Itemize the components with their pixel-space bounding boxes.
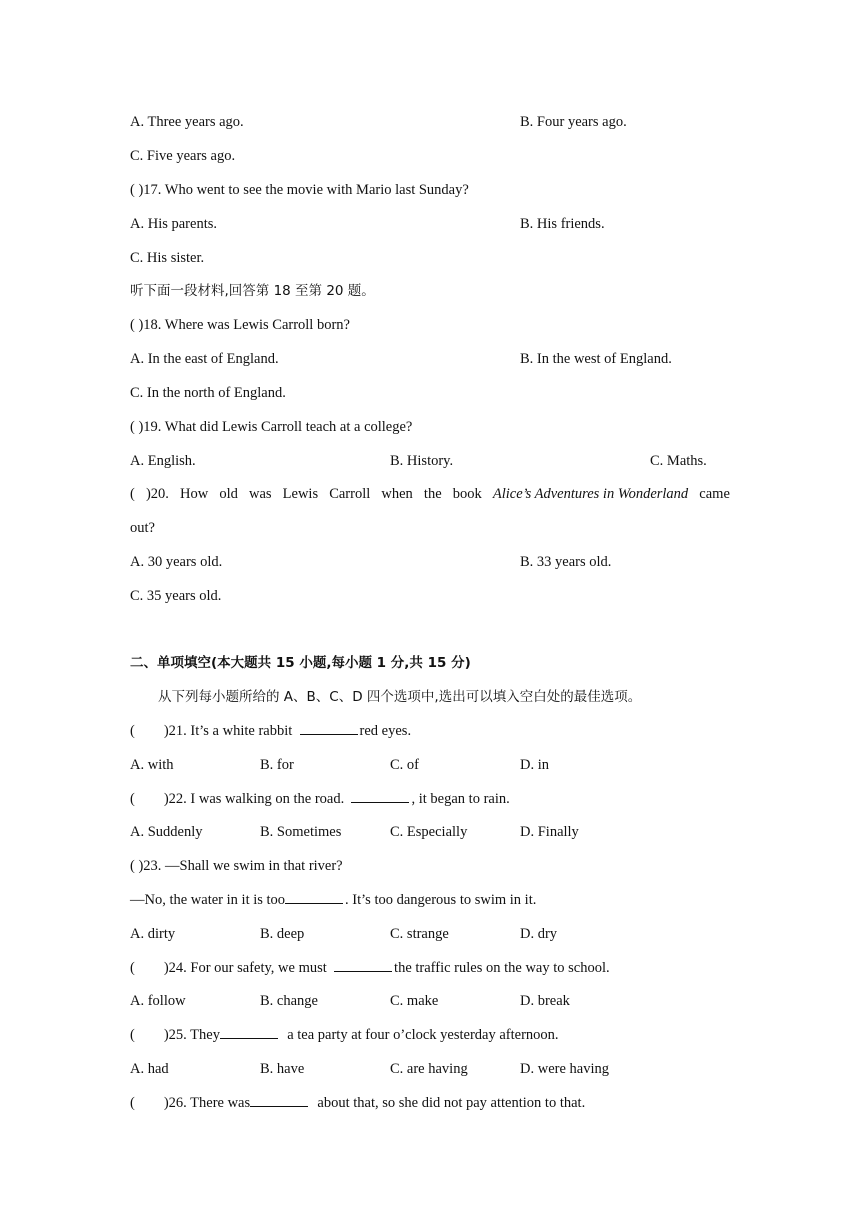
q24-stem-before: ( )24. For our safety, we must	[130, 960, 335, 976]
q21-option-b: B. for	[260, 757, 294, 773]
q19-stem: ( )19. What did Lewis Carroll teach at a college?	[130, 419, 413, 435]
q22-option-a: A. Suddenly	[130, 824, 203, 840]
q25-stem-before: ( )25. They	[130, 1027, 220, 1043]
q22-stem-after: , it began to rain.	[411, 791, 510, 807]
q22-option-c: C. Especially	[390, 824, 468, 840]
answer-blank	[351, 790, 409, 803]
q25-stem-after: a tea party at four o’clock yesterday afternoon.	[279, 1027, 559, 1043]
q26-stem-after: about that, so she did not pay attention to that.	[310, 1095, 586, 1111]
q23-reply	[130, 891, 536, 909]
q22-option-b: B. Sometimes	[260, 824, 342, 840]
part2-instruction: 从下列每小题所给的 A、B、C、D 四个选项中,选出可以填入空白处的最佳选项。	[158, 689, 642, 705]
q25-option-d: D. were having	[520, 1061, 609, 1077]
q21-option-d: D. in	[520, 757, 549, 773]
q18-option-a: A. In the east of England.	[130, 351, 279, 367]
q20-word: Lewis	[282, 486, 319, 502]
q20-stem-continued: out?	[130, 520, 155, 536]
q25-stem	[130, 1026, 559, 1044]
answer-blank	[300, 722, 358, 735]
q17-option-b: B. His friends.	[520, 216, 605, 232]
q21-stem	[130, 722, 411, 740]
q23-reply-before: —No, the water in it is too	[130, 892, 286, 908]
q21-stem-before: ( )21. It’s a white rabbit	[130, 723, 300, 739]
q19-option-b: B. History.	[390, 453, 454, 469]
q22-stem	[130, 790, 510, 808]
q25-option-a: A. had	[130, 1061, 169, 1077]
section-note-18-20: 听下面一段材料,回答第 18 至第 20 题。	[130, 283, 375, 299]
q23-option-d: D. dry	[520, 926, 558, 942]
q20-word: was	[248, 486, 272, 502]
q16-option-c: C. Five years ago.	[130, 148, 236, 164]
q20-word: came	[699, 486, 730, 502]
q17-option-c: C. His sister.	[130, 250, 205, 266]
q24-option-b: B. change	[260, 993, 318, 1009]
q20-book-title: Alice’s Adventures in Wonderland	[492, 486, 689, 502]
q20-option-b: B. 33 years old.	[520, 554, 612, 570]
q23-reply-after: . It’s too dangerous to swim in it.	[345, 892, 537, 908]
q22-option-d: D. Finally	[520, 824, 579, 840]
q17-option-a: A. His parents.	[130, 216, 217, 232]
q20-number: )20.	[145, 486, 169, 502]
q26-stem	[130, 1094, 585, 1112]
q26-stem-before: ( )26. There was	[130, 1095, 251, 1111]
q23-stem: ( )23. —Shall we swim in that river?	[130, 858, 343, 874]
q24-stem	[130, 959, 610, 977]
q16-option-a: A. Three years ago.	[130, 114, 244, 130]
q22-stem-before: ( )22. I was walking on the road.	[130, 791, 352, 807]
q17-stem: ( )17. Who went to see the movie with Mario last Sunday?	[130, 182, 469, 198]
q23-option-a: A. dirty	[130, 926, 176, 942]
q20-word: when	[381, 486, 413, 502]
q25-option-c: C. are having	[390, 1061, 468, 1077]
q24-stem-after: the traffic rules on the way to school.	[394, 960, 610, 976]
part2-heading: 二、单项填空(本大题共 15 小题,每小题 1 分,共 15 分)	[130, 655, 471, 671]
q18-option-c: C. In the north of England.	[130, 385, 286, 401]
q20-word: the	[423, 486, 442, 502]
q21-option-a: A. with	[130, 757, 174, 773]
q20-word: How	[180, 486, 209, 502]
q24-option-d: D. break	[520, 993, 570, 1009]
q20-option-c: C. 35 years old.	[130, 588, 222, 604]
q23-option-c: C. strange	[390, 926, 449, 942]
answer-blank	[334, 959, 392, 972]
answer-blank	[220, 1026, 278, 1039]
q19-option-c: C. Maths.	[650, 453, 707, 469]
q18-option-b: B. In the west of England.	[520, 351, 672, 367]
q24-option-c: C. make	[390, 993, 439, 1009]
q20-paren-open: (	[130, 486, 135, 502]
q20-word: old	[219, 486, 238, 502]
q24-option-a: A. follow	[130, 993, 186, 1009]
answer-blank	[250, 1094, 308, 1107]
q20-word: Carroll	[329, 486, 371, 502]
answer-blank	[285, 891, 343, 904]
q25-option-b: B. have	[260, 1061, 305, 1077]
q21-option-c: C. of	[390, 757, 419, 773]
q20-option-a: A. 30 years old.	[130, 554, 223, 570]
q19-option-a: A. English.	[130, 453, 196, 469]
q21-stem-after: red eyes.	[359, 723, 412, 739]
q23-option-b: B. deep	[260, 926, 305, 942]
q18-stem: ( )18. Where was Lewis Carroll born?	[130, 317, 350, 333]
q20-stem	[130, 485, 730, 503]
q20-word: book	[452, 486, 482, 502]
q16-option-b: B. Four years ago.	[520, 114, 627, 130]
